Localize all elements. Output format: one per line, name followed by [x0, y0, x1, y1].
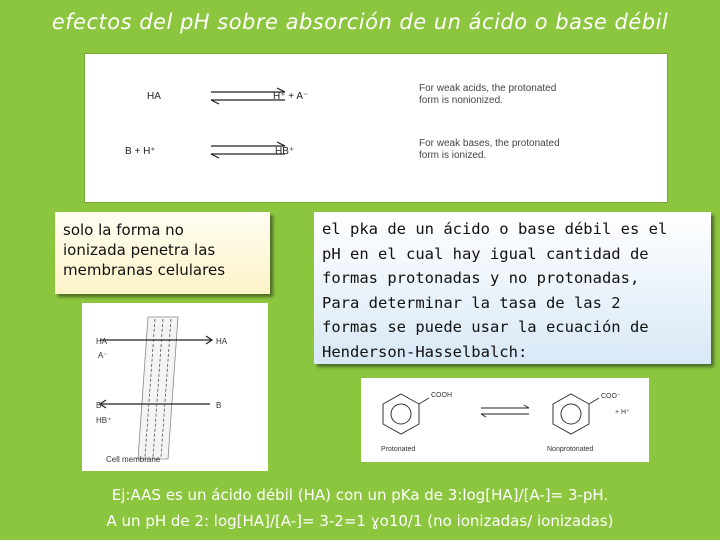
- acid-right-label: H⁺ + A⁻: [273, 91, 309, 102]
- acid-note: [419, 83, 556, 107]
- left-box-line: ionizada penetra las: [63, 241, 216, 259]
- lipid-bilayer: [138, 317, 178, 459]
- right-box-line: Henderson-Hasselbalch:: [322, 342, 528, 361]
- equilibrium-figure: [84, 53, 668, 203]
- acid-left-label: HA: [147, 91, 161, 102]
- nonprotonated-label: Nonprotonated: [547, 446, 594, 453]
- base-note-line: form is ionized.: [419, 150, 487, 161]
- equilibrium-arrows: [481, 405, 529, 417]
- pka-explanation-box: [314, 212, 711, 364]
- membrane-drawing: [82, 303, 268, 471]
- cell-membrane-figure: [82, 303, 268, 471]
- cooh-label: COOH: [431, 392, 452, 399]
- membrane-a-minus: A⁻: [98, 351, 108, 360]
- nonprotonated-ring: [553, 394, 599, 434]
- right-box-line: pH en el cual hay igual cantidad de: [322, 244, 649, 263]
- example-line-1: Ej:AAS es un ácido débil (HA) con un pKa de 3:log[HA]/[A-]= 3-pH.: [111, 486, 609, 504]
- membrane-ha-left: HA: [96, 337, 108, 346]
- left-box-line: membranas celulares: [63, 261, 226, 279]
- acid-note-line: For weak acids, the protonated: [419, 83, 557, 94]
- acid-note-line: form is nonionized.: [419, 95, 503, 106]
- plus-h-label: + H⁺: [615, 409, 630, 416]
- nonionized-note-box: [55, 212, 270, 294]
- base-left-label: B + H⁺: [125, 146, 156, 157]
- example-line-2: A un pH de 2: log[HA]/[A-]= 3-2=1 ɣo10/1 (no ionizadas/ ionizadas): [106, 512, 614, 530]
- right-box-line: Para determinar la tasa de las 2: [322, 293, 621, 312]
- membrane-caption: Cell membrane: [106, 455, 161, 464]
- right-box-line: el pka de un ácido o base débil es el: [322, 220, 668, 238]
- left-box-line: solo la forma no: [63, 221, 184, 239]
- base-right-label: HB⁺: [275, 146, 295, 157]
- benzoic-acid-figure: [361, 378, 649, 462]
- membrane-b-left: B: [96, 401, 102, 410]
- right-box-line: formas se puede usar la ecuación de: [322, 318, 649, 336]
- base-note: [419, 138, 560, 162]
- protonated-ring: [383, 394, 429, 434]
- membrane-hb-plus: HB⁺: [96, 416, 112, 425]
- slide-title: efectos del pH sobre absorción de un ácido o base débil: [51, 10, 669, 34]
- right-box-line: formas protonadas y no protonadas,: [322, 269, 640, 287]
- protonated-label: Protonated: [381, 446, 416, 453]
- base-note-line: For weak bases, the protonated: [419, 138, 560, 149]
- membrane-ha-right: HA: [216, 337, 228, 346]
- coo-minus-label: COO⁻: [601, 393, 621, 400]
- membrane-b-right: B: [216, 401, 222, 410]
